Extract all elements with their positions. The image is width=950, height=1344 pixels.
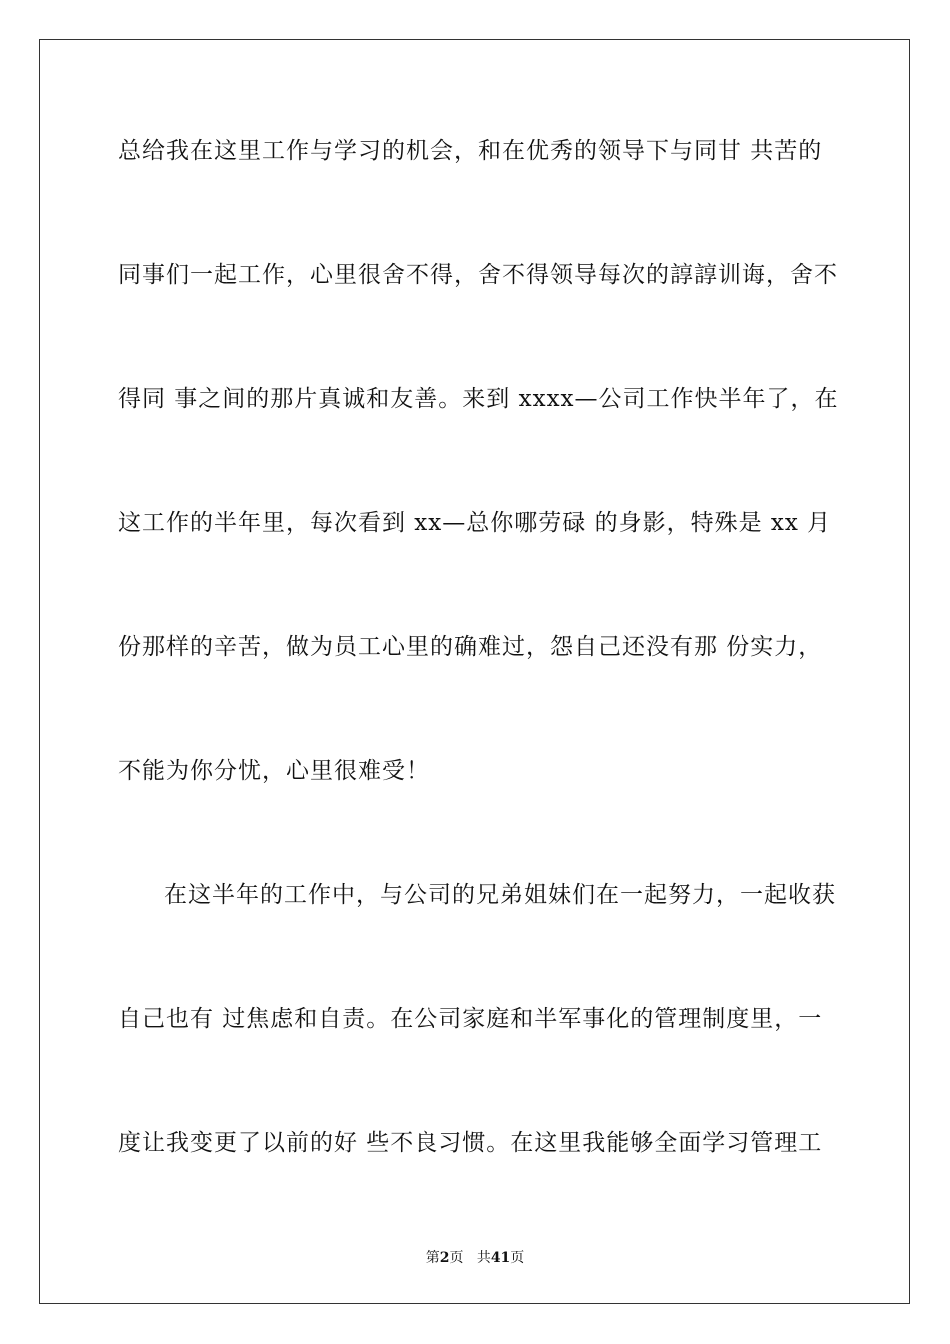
footer-total-prefix: 共 (476, 1250, 491, 1266)
footer-total-suffix: 页 (510, 1250, 525, 1266)
body-line-3: 得同 事之间的那片真诚和友善。来到 xxxx—公司工作快半年了，在 (118, 386, 839, 412)
body-line-1: 总给我在这里工作与学习的机会，和在优秀的领导下与同甘 共苦的 (118, 138, 823, 164)
body-line-5: 份那样的辛苦，做为员工心里的确难过，怨自己还没有那 份实力， (118, 634, 823, 660)
body-line-6: 不能为你分忧，心里很难受！ (118, 758, 430, 784)
body-line-2: 同事们一起工作，心里很舍不得，舍不得领导每次的諄諄训诲，舍不 (118, 262, 838, 288)
body-line-7: 在这半年的工作中，与公司的兄弟姐妹们在一起努力，一起收获 (164, 882, 836, 908)
page-footer (0, 1247, 950, 1267)
footer-page-total: 41 (490, 1250, 511, 1266)
body-line-9: 度让我变更了以前的好 些不良习惯。在这里我能够全面学习管理工 (118, 1130, 823, 1156)
footer-page-current: 2 (439, 1250, 450, 1266)
body-line-4: 这工作的半年里，每次看到 xx—总你哪劳碌 的身影，特殊是 xx 月 (118, 510, 832, 536)
footer-page-prefix: 第 (425, 1250, 440, 1266)
body-line-8: 自己也有 过焦虑和自责。在公司家庭和半军事化的管理制度里，一 (118, 1006, 823, 1032)
page-border (39, 39, 910, 1304)
footer-page-suffix: 页 (449, 1250, 464, 1266)
